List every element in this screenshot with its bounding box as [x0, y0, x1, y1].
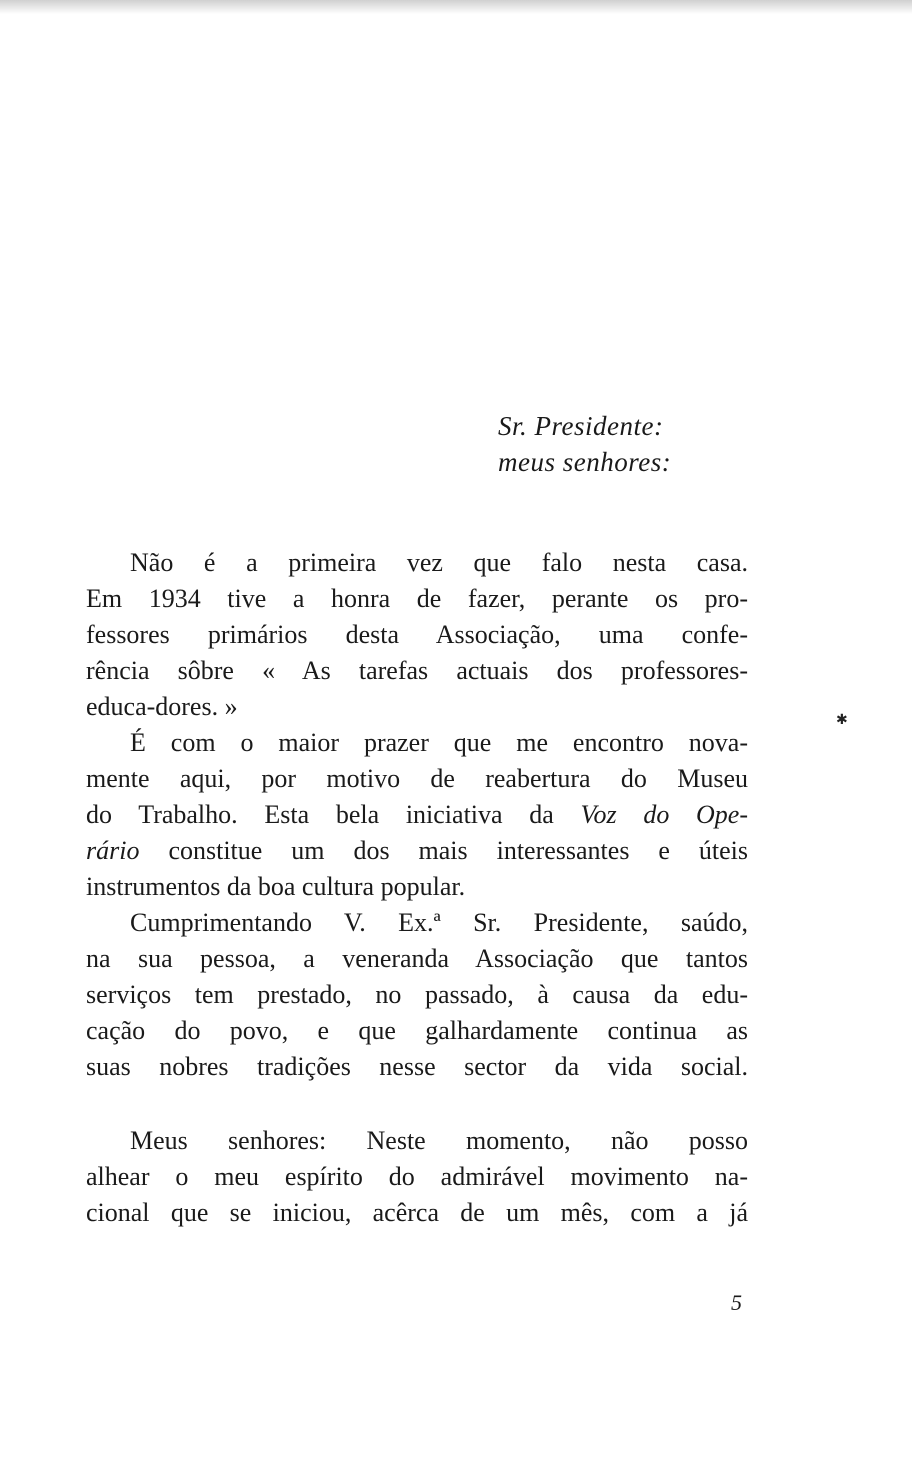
text-line: Meus senhores: Neste momento, não posso — [130, 1126, 748, 1155]
text-line: fessores primários desta Associação, uma confe- — [86, 620, 748, 649]
paragraph-1 — [86, 545, 748, 725]
text-line: cação do povo, e que galhardamente continua as — [86, 1016, 748, 1045]
text-line — [86, 833, 748, 869]
italic-title-part-1: Voz do Ope- — [580, 800, 749, 829]
text-line: instrumentos da boa cultura popular. — [86, 872, 466, 901]
text-line: É com o maior prazer que me encontro nova- — [130, 728, 748, 757]
text-line: mente aqui, por motivo de reabertura do Museu — [86, 764, 748, 793]
ink-speck: ✱ — [836, 713, 848, 728]
text-line: cional que se iniciou, acêrca de um mês, com a já — [86, 1198, 748, 1227]
text-line: alhear o meu espírito do admirável movimento na- — [86, 1162, 748, 1191]
salutation-line-1: Sr. Presidente: — [498, 411, 664, 441]
text-line: educa-dores. » — [86, 692, 238, 721]
text-segment: constitue um dos mais interessantes e úteis — [168, 836, 749, 865]
salutation — [498, 408, 671, 480]
text-line: suas nobres tradições nesse sector da vida social. — [86, 1052, 748, 1081]
text-line: serviços tem prestado, no passado, à causa da edu- — [86, 980, 748, 1009]
text-line: Cumprimentando V. Ex.ª Sr. Presidente, saúdo, — [130, 908, 748, 937]
text-segment: do Trabalho. Esta bela iniciativa da — [86, 800, 554, 829]
page-number: 5 — [731, 1290, 742, 1315]
text-line: Não é a primeira vez que falo nesta casa. — [130, 548, 748, 577]
paragraph-4 — [86, 1123, 748, 1231]
paragraph-2 — [86, 725, 748, 905]
text-line: na sua pessoa, a veneranda Associação que tantos — [86, 944, 748, 973]
scan-top-edge — [0, 0, 912, 14]
text-line: Em 1934 tive a honra de fazer, perante os pro- — [86, 584, 748, 613]
salutation-line-2: meus senhores: — [498, 447, 672, 477]
text-line — [86, 797, 748, 833]
text-line: rência sôbre « As tarefas actuais dos professores- — [86, 656, 748, 685]
italic-title-part-2: rário — [86, 836, 140, 865]
paragraph-3 — [86, 905, 748, 1085]
